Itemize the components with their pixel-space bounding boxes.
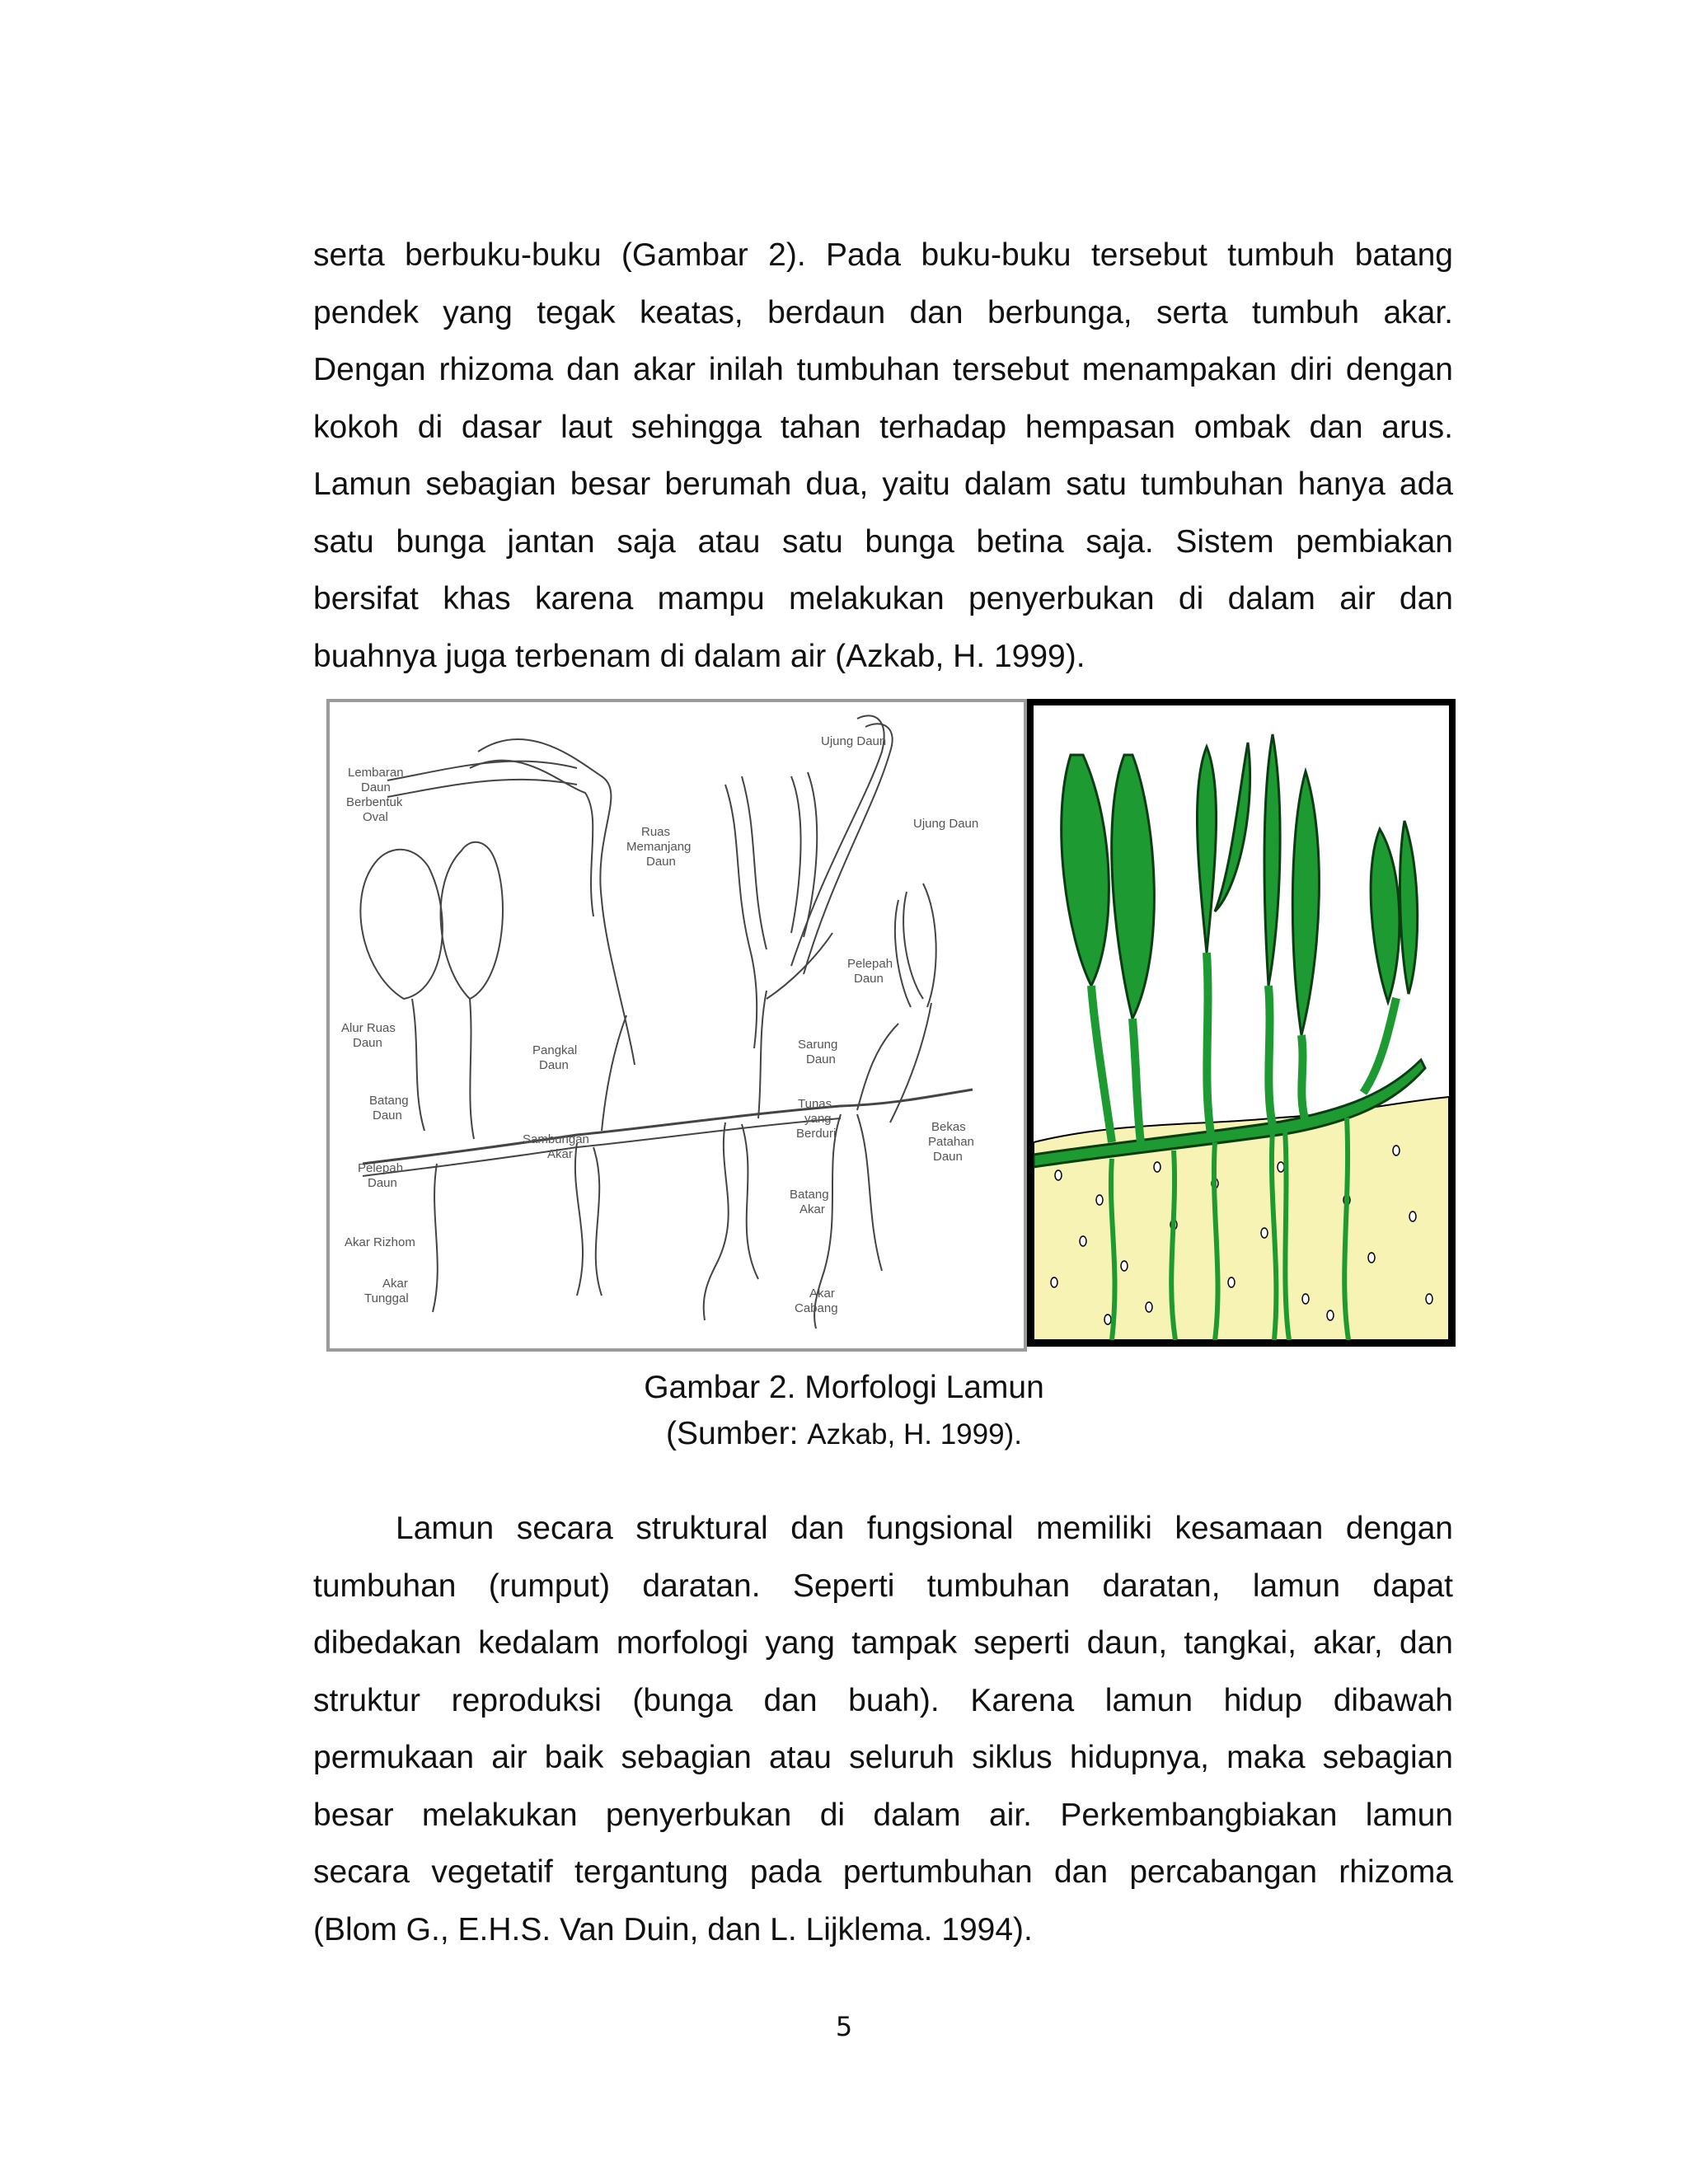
label-pangkal: Daun — [539, 1058, 569, 1072]
text-line: (Blom G., E.H.S. Van Duin, dan L. Lijklema. 1994). — [313, 1911, 1033, 1947]
text-line: permukaan air baik sebagian atau seluruh siklus hidupnya, maka sebagian — [313, 1740, 1453, 1775]
text-line: buahnya juga terbenam di dalam air (Azkab, H. 1999). — [313, 638, 1085, 674]
text-line: bersifat khas karena mampu melakukan penyerbukan di dalam air dan — [313, 581, 1453, 616]
label-sarung: Sarung — [798, 1038, 838, 1052]
oval-leaf — [441, 842, 503, 999]
seagrass-morphology-line-drawing — [326, 699, 1027, 1352]
label-lembaran: Lembaran — [348, 766, 404, 780]
label-akar-tunggal: Akar — [382, 1277, 408, 1291]
figure-caption-source — [0, 1416, 1688, 1452]
label-ruas: Daun — [646, 855, 676, 869]
text-line: Lamun sebagian besar berumah dua, yaitu dalam satu tumbuhan hanya ada — [313, 466, 1453, 502]
label-akar-rizhom: Akar Rizhom — [345, 1235, 415, 1249]
label-akar-cabang: Akar — [809, 1286, 835, 1301]
text-line: pendek yang tegak keatas, berdaun dan berbunga, serta tumbuh akar. — [313, 294, 1453, 330]
label-akar-tunggal: Tunggal — [364, 1291, 409, 1305]
label-sambungan: Akar — [547, 1147, 573, 1161]
text-line: Lamun secara struktural dan fungsional memiliki kesamaan dengan — [396, 1511, 1453, 1546]
label-ruas: Ruas — [641, 825, 671, 839]
line-drawing-svg — [330, 702, 1024, 1348]
seagrass-color-illustration — [1027, 699, 1456, 1347]
caption-source-open: (Sumber: — [666, 1416, 808, 1451]
paragraph-1 — [313, 227, 1453, 685]
label-lembaran: Oval — [363, 810, 388, 824]
text-line: satu bunga jantan saja atau satu bunga betina saja. Sistem pembiakan — [313, 523, 1453, 560]
label-pelepah: Daun — [854, 972, 884, 986]
label-tunas: Berduri — [796, 1127, 837, 1141]
label-sarung: Daun — [806, 1052, 836, 1066]
label-pelepah: Pelepah — [847, 957, 893, 971]
label-tunas: yang — [804, 1112, 832, 1126]
label-batang-akar: Batang — [790, 1188, 829, 1202]
label-alur: Daun — [353, 1036, 382, 1050]
figure-caption-title: Gambar 2. Morfologi Lamun — [644, 1370, 1044, 1405]
label-pelepah: Daun — [368, 1176, 397, 1190]
label-alur: Alur Ruas — [341, 1021, 396, 1035]
label-ujung-daun: Ujung Daun — [913, 817, 979, 831]
color-illustration-svg — [1034, 705, 1449, 1340]
text-line: Dengan rhizoma dan akar inilah tumbuhan tersebut menampakan diri dengan — [313, 352, 1453, 387]
oval-leaf — [360, 850, 442, 999]
label-pangkal: Pangkal — [532, 1043, 578, 1057]
text-line: besar melakukan penyerbukan di dalam air. Perkembangbiakan lamun — [313, 1797, 1453, 1833]
label-sambungan: Sambungan — [523, 1132, 589, 1146]
label-bekas: Daun — [933, 1150, 963, 1164]
label-bekas: Patahan — [928, 1135, 974, 1149]
paragraph-2 — [313, 1500, 1453, 1958]
label-lembaran: Berbentuk — [346, 795, 403, 809]
label-batang-daun: Batang — [369, 1094, 409, 1108]
text-line: tumbuhan (rumput) daratan. Seperti tumbuhan daratan, lamun dapat — [313, 1568, 1453, 1604]
label-ruas: Memanjang — [626, 840, 692, 854]
label-bekas: Bekas — [931, 1120, 966, 1134]
label-akar-cabang: Cabang — [795, 1301, 838, 1315]
text-line: struktur reproduksi (bunga dan buah). Karena lamun hidup dibawah — [313, 1682, 1453, 1718]
text-line: serta berbuku-buku (Gambar 2). Pada buku-buku tersebut tumbuh batang — [313, 237, 1453, 273]
label-batang-daun: Daun — [373, 1108, 402, 1122]
label-lembaran: Daun — [361, 780, 391, 794]
label-ujung-daun: Ujung Daun — [821, 734, 887, 748]
label-tunas: Tunas — [798, 1097, 832, 1111]
label-batang-akar: Akar — [799, 1202, 825, 1216]
label-pelepah: Pelepah — [358, 1161, 404, 1175]
text-line: kokoh di dasar laut sehingga tahan terhadap hempasan ombak dan arus. — [313, 409, 1453, 445]
text-line: dibedakan kedalam morfologi yang tampak seperti daun, tangkai, akar, dan — [313, 1625, 1453, 1661]
caption-source-ref: Azkab, H. 1999). — [807, 1418, 1022, 1451]
page-number: 5 — [835, 2011, 853, 2042]
text-line: secara vegetatif tergantung pada pertumbuhan dan percabangan rhizoma — [313, 1854, 1453, 1890]
